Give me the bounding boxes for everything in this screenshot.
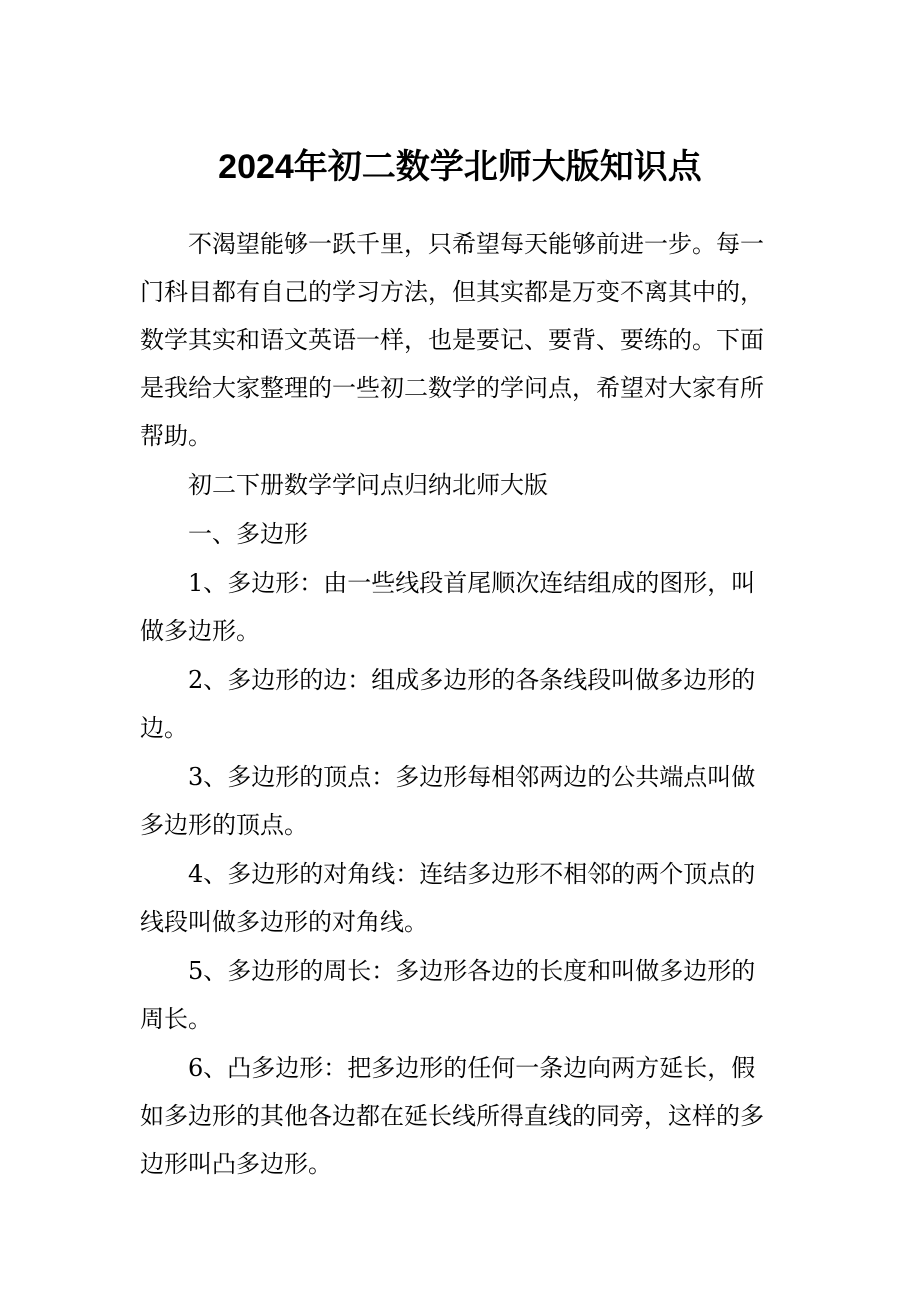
paragraph (140, 753, 800, 849)
paragraph-line: 做多边形。 (140, 617, 260, 645)
paragraph (140, 656, 800, 752)
paragraph-line: 是我给大家整理的一些初二数学的学问点，希望对大家有所 (140, 374, 764, 402)
paragraph-line: 帮助。 (140, 422, 212, 450)
paragraph-line: 多边形的顶点。 (140, 811, 308, 839)
paragraph (140, 220, 800, 460)
paragraph-line: 边形叫凸多边形。 (140, 1150, 332, 1178)
document-body (140, 220, 800, 1189)
paragraph (140, 461, 800, 509)
paragraph-line: 初二下册数学学问点归纳北师大版 (188, 471, 548, 499)
paragraph-line: 一、多边形 (188, 520, 308, 548)
paragraph-line: 如多边形的其他各边都在延长线所得直线的同旁，这样的多 (140, 1102, 764, 1130)
paragraph-line: 6、凸多边形：把多边形的任何一条边向两方延长，假 (188, 1054, 756, 1082)
paragraph-line: 3、多边形的顶点：多边形每相邻两边的公共端点叫做 (188, 763, 756, 791)
paragraph-line: 数学其实和语文英语一样，也是要记、要背、要练的。下面 (140, 326, 764, 354)
paragraph (140, 1044, 800, 1188)
document-title: 2024年初二数学北师大版知识点 (218, 148, 702, 186)
paragraph-line: 1、多边形：由一些线段首尾顺次连结组成的图形，叫 (188, 569, 756, 597)
paragraph-line: 门科目都有自己的学习方法，但其实都是万变不离其中的， (140, 278, 764, 306)
paragraph-line: 线段叫做多边形的对角线。 (140, 908, 428, 936)
paragraph (140, 559, 800, 655)
paragraph (140, 850, 800, 946)
paragraph (140, 947, 800, 1043)
paragraph-line: 不渴望能够一跃千里，只希望每天能够前进一步。每一 (188, 230, 764, 258)
paragraph-line: 2、多边形的边：组成多边形的各条线段叫做多边形的 (188, 666, 756, 694)
paragraph-line: 5、多边形的周长：多边形各边的长度和叫做多边形的 (188, 957, 756, 985)
paragraph-line: 周长。 (140, 1005, 212, 1033)
paragraph-line: 边。 (140, 714, 188, 742)
paragraph-line: 4、多边形的对角线：连结多边形不相邻的两个顶点的 (188, 860, 756, 888)
paragraph (140, 510, 800, 558)
